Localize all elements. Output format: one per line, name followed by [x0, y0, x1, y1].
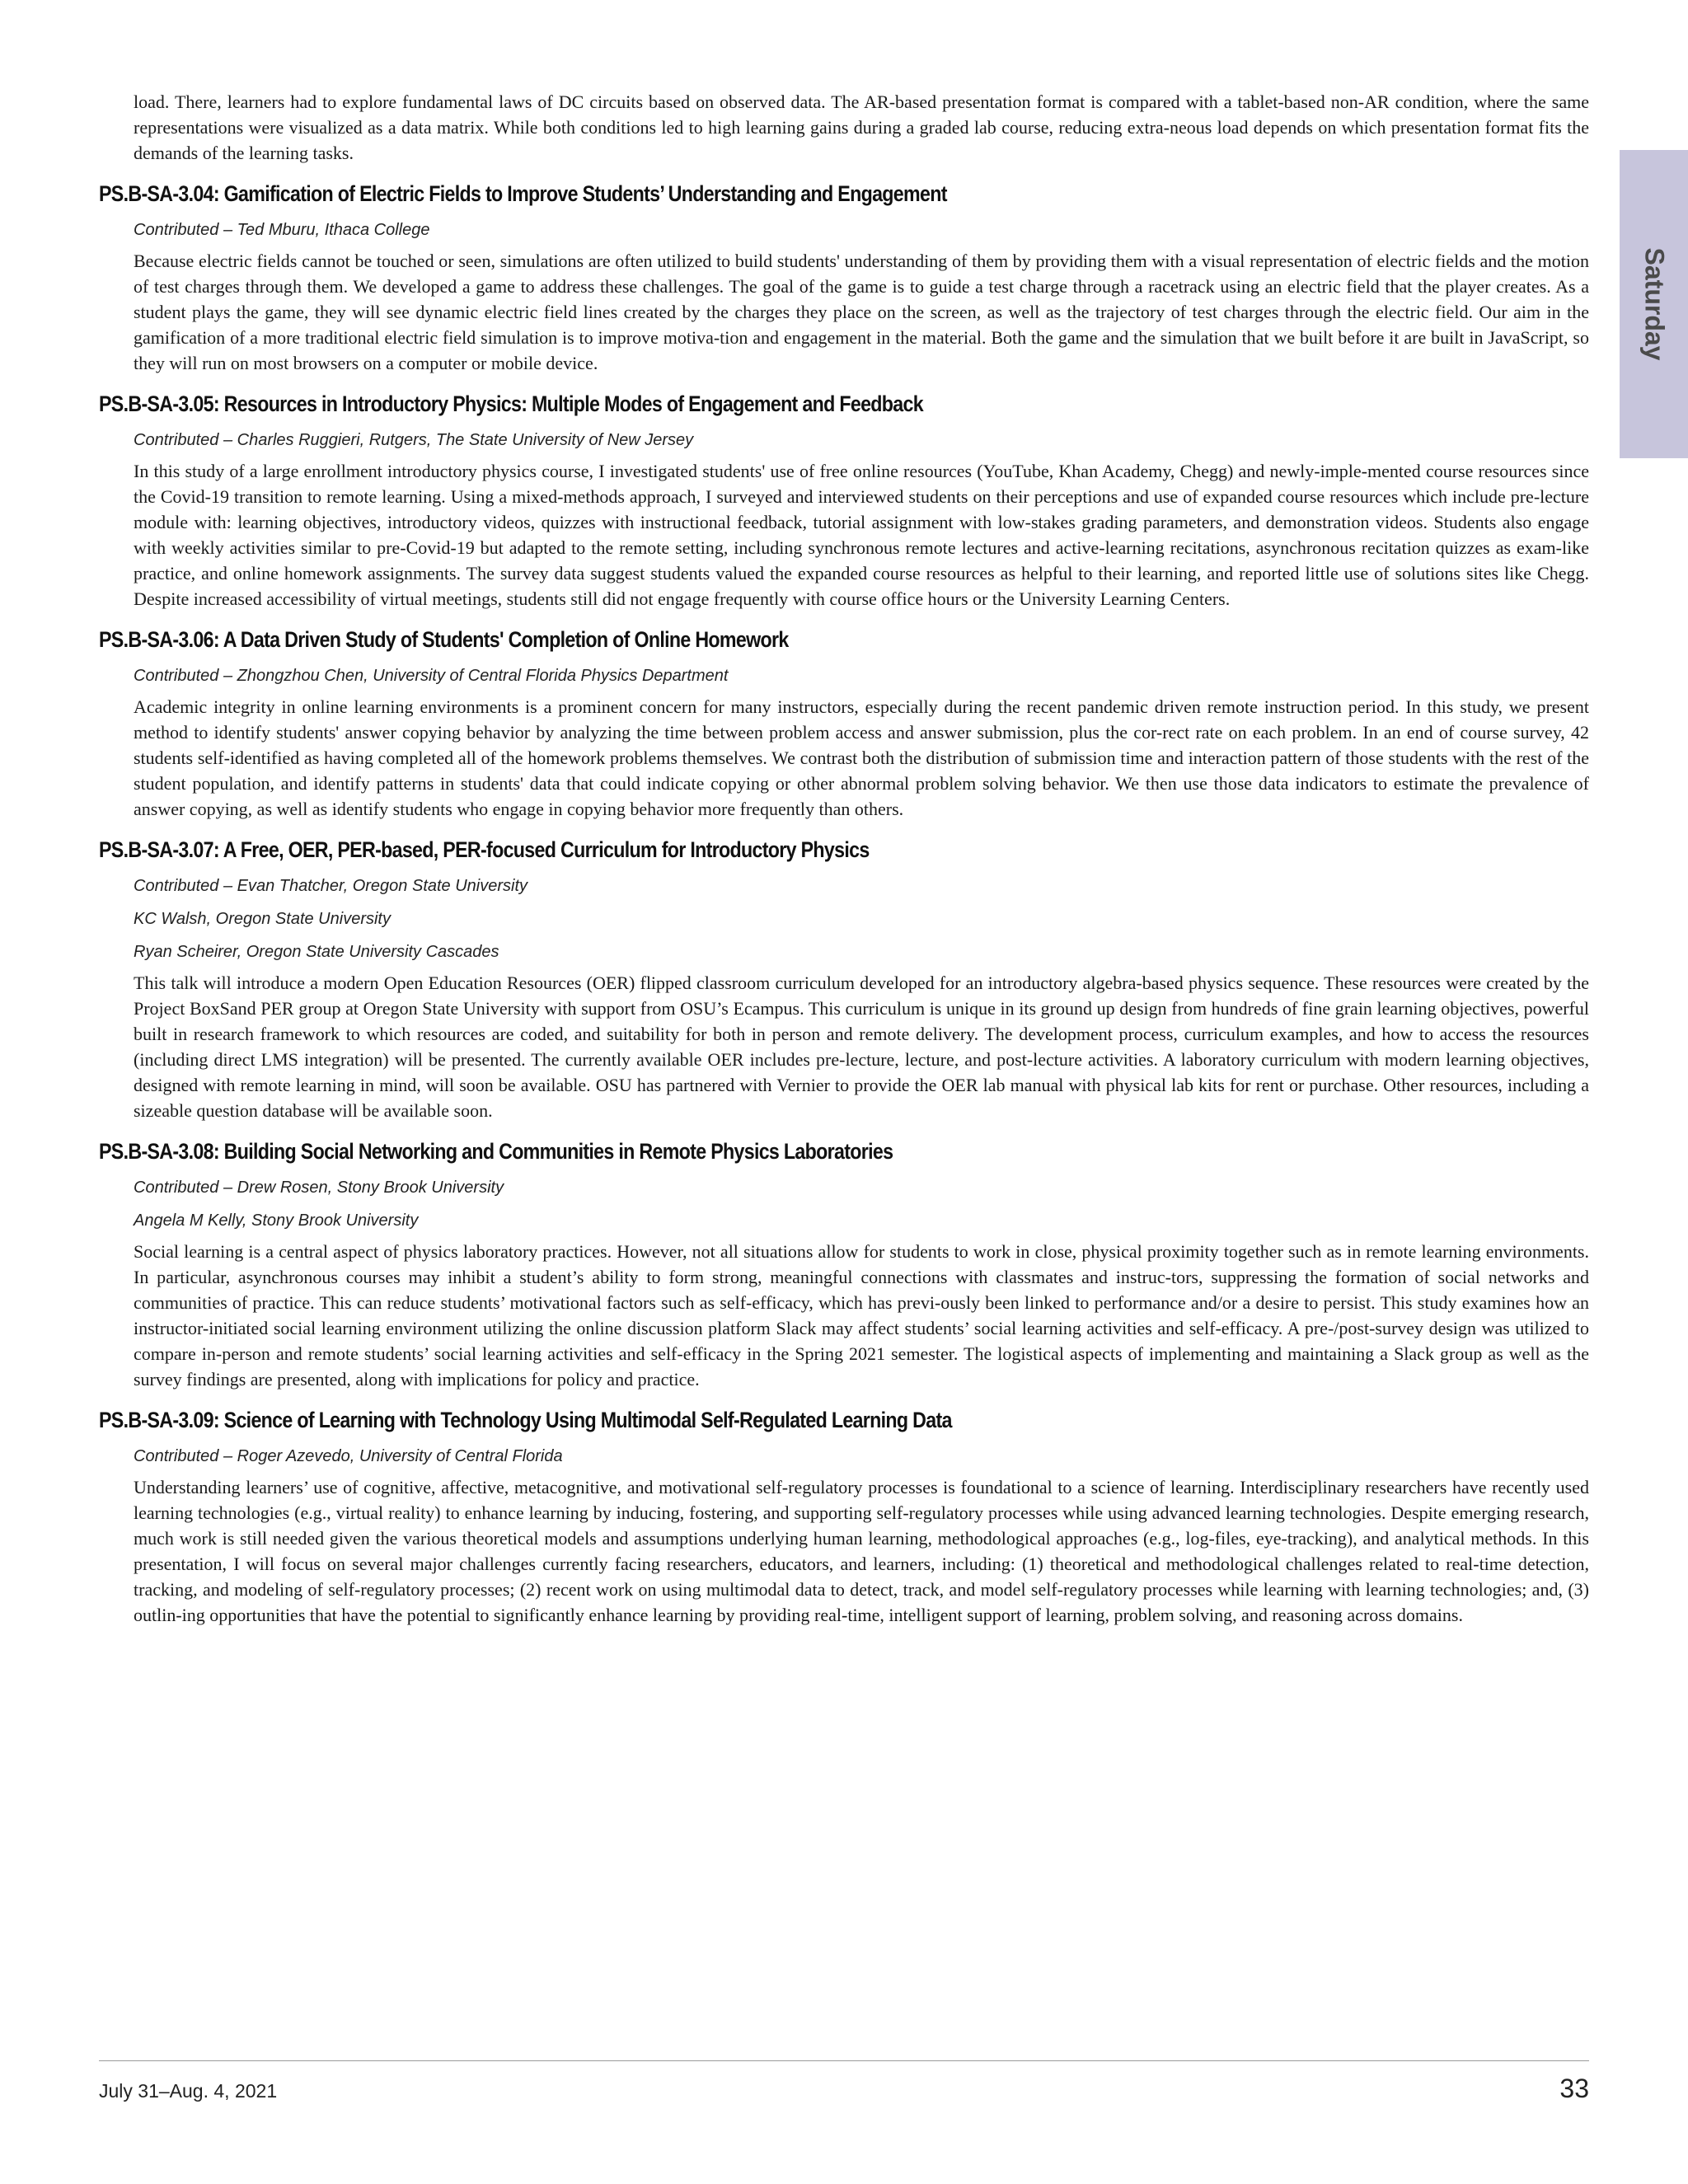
abstract-body: This talk will introduce a modern Open Education Resources (OER) flipped classroom curriculum developed for an introductory algebra-based physics sequence. These resources were created by the Project BoxSand PER group at Oregon State University with support from OSU’s Ecampus. This curriculum is unique in its ground up design from hundreds of fine grain learning objectives, powerful built in research framework to which resources are coded, and suitability for both in person and remote delivery. The development process, curriculum examples, and how to access the resources (including direct LMS integration) will be presented. The currently available OER includes pre-lecture, lecture, and post-lecture activities. A laboratory curriculum with modern learning objectives, designed with remote learning in mind, will soon be available. OSU has partnered with Vernier to provide the OER lab manual with physical lab kits for rent or purchase. Other resources, including a sizeable question database will be available soon. — [134, 972, 1589, 1121]
abstract-authors — [134, 659, 1589, 692]
author-line: Contributed – Drew Rosen, Stony Brook University — [134, 1179, 504, 1197]
author-line: Ryan Scheirer, Oregon State University Cascades — [134, 943, 499, 961]
abstract-3-08 — [99, 1135, 1589, 1392]
abstract-authors — [134, 869, 1589, 968]
day-side-tab-label: Saturday — [1639, 247, 1669, 361]
abstract-body: Academic integrity in online learning environments is a prominent concern for many instructors, especially during the recent pandemic driven remote instruction period. In this study, we present method to identify students' answer copying behavior by analyzing the time between problem access and answer submission, plus the cor-rect rate on each problem. In an end of course survey, 42 students self-identified as having completed all of the homework problems themselves. We contrast both the distribution of submission time and interaction pattern of those students with the rest of the student population, and identify patterns in students' data that could indicate copying or other abnormal problem solving behavior. We then use those data indicators to estimate the prevalence of answer copying, as well as identify students who engage in copying behavior more frequently than others. — [134, 696, 1589, 819]
abstract-authors — [134, 424, 1589, 457]
author-line: Contributed – Ted Mburu, Ithaca College — [134, 221, 430, 239]
abstract-body: Understanding learners’ use of cognitive, affective, metacognitive, and motivational self-regulatory processes is foundational to a science of learning. Interdisciplinary researchers have recently used learning technologies (e.g., virtual reality) to enhance learning by inducing, fostering, and supporting self-regulatory processes while using advanced learning technologies. Despite emerging research, much work is still needed given the various theoretical models and assumptions underlying human learning, methodological approaches (e.g., log-files, eye-tracking), and analytical methods. In this presentation, I will focus on several major challenges currently facing researchers, educators, and learners, including: (1) theoretical and methodological challenges related to real-time detection, tracking, and modeling of self-regulatory processes; (2) recent work on using multimodal data to detect, track, and model self-regulatory processes while learning with learning technologies; and, (3) outlin-ing opportunities that have the potential to significantly enhance learning by providing real-time, intelligent support of learning, problem solving, and reasoning across domains. — [134, 1477, 1589, 1625]
abstract-title: PS.B-SA-3.09: Science of Learning with Technology Using Multimodal Self-Regulated Learning Data — [99, 1408, 952, 1432]
abstract-title: PS.B-SA-3.08: Building Social Networking and Communities in Remote Physics Laboratories — [99, 1139, 893, 1164]
author-line: KC Walsh, Oregon State University — [134, 910, 391, 928]
abstract-title: PS.B-SA-3.07: A Free, OER, PER-based, PER-focused Curriculum for Introductory Physics — [99, 837, 870, 862]
abstract-authors — [134, 1440, 1589, 1473]
author-line: Angela M Kelly, Stony Brook University — [134, 1212, 419, 1230]
abstract-3-09 — [99, 1404, 1589, 1628]
abstract-title: PS.B-SA-3.05: Resources in Introductory Physics: Multiple Modes of Engagement and Feedback — [99, 391, 923, 416]
page-content — [99, 89, 1589, 1628]
abstract-3-05 — [99, 387, 1589, 612]
abstract-body: Because electric fields cannot be touched or seen, simulations are often utilized to build students' understanding of them by providing them with a visual representation of electric fields and the motion of test charges through them. We developed a game to address these challenges. The goal of the game is to guide a test charge through a racetrack using an electric field that the player creates. As a student plays the game, they will see dynamic electric field lines created by the charges they place on the screen, as well as the trajectory of test charges through the electric field. Our aim in the gamification of a more traditional electric field simulation is to improve motiva-tion and engagement in the material. Both the game and the simulation that we built before it are built in JavaScript, so they will run on most browsers on a computer or mobile device. — [134, 251, 1589, 373]
abstract-authors — [134, 213, 1589, 246]
abstract-3-06 — [99, 623, 1589, 822]
abstract-3-04 — [99, 177, 1589, 376]
abstract-authors — [134, 1171, 1589, 1237]
abstract-body: In this study of a large enrollment introductory physics course, I investigated students' use of free online resources (YouTube, Khan Academy, Chegg) and newly-imple-mented course resources since the Covid-19 transition to remote learning. Using a mixed-methods approach, I surveyed and interviewed students on their perceptions and use of expanded course resources which include pre-lecture module with: learning objectives, introductory videos, quizzes with instructional feedback, tutorial assignment with low-stakes grading parameters, and demonstration videos. Students also engage with weekly activities similar to pre-Covid-19 but adapted to the remote setting, including synchronous remote lectures and active-learning recitations, asynchronous recitation quizzes as exam-like practice, and online homework assignments. The survey data suggest students valued the expanded course resources as helpful to their learning, and reported little use of solutions sites like Chegg. Despite increased accessibility of virtual meetings, students still did not engage frequently with course office hours or the University Learning Centers. — [134, 461, 1589, 609]
abstract-body: Social learning is a central aspect of physics laboratory practices. However, not all situations allow for students to work in close, physical proximity together such as in remote learning environments. In particular, asynchronous courses may inhibit a student’s ability to form strong, meaningful connections with classmates and instruc-tors, suppressing the formation of social networks and communities of practice. This can reduce students’ motivational factors such as self-efficacy, which has previ-ously been linked to performance and/or a desire to persist. This study examines how an instructor-initiated social learning environment utilizing the online discussion platform Slack may affect students’ social learning activities and self-efficacy. A pre-/post-survey design was utilized to compare in-person and remote students’ social learning activities and self-efficacy in the Spring 2021 semester. The logistical aspects of implementing and maintaining a Slack group as well as the survey findings are presented, along with implications for policy and practice. — [134, 1241, 1589, 1390]
footer-divider — [99, 2060, 1589, 2061]
page-number: 33 — [1559, 2074, 1589, 2103]
author-line: Contributed – Zhongzhou Chen, University of Central Florida Physics Department — [134, 667, 729, 685]
footer-date: July 31–Aug. 4, 2021 — [99, 2080, 278, 2102]
abstract-title: PS.B-SA-3.04: Gamification of Electric Fields to Improve Students’ Understanding and Engagement — [99, 181, 947, 206]
author-line: Contributed – Evan Thatcher, Oregon State University — [134, 877, 528, 895]
abstract-title: PS.B-SA-3.06: A Data Driven Study of Students' Completion of Online Homework — [99, 627, 789, 652]
author-line: Contributed – Charles Ruggieri, Rutgers, The State University of New Jersey — [134, 431, 694, 449]
intro-paragraph: load. There, learners had to explore fundamental laws of DC circuits based on observed data. The AR-based presentation format is compared with a tablet-based non-AR condition, where the same representations were visualized as a data matrix. While both conditions led to high learning gains during a graded lab course, reducing extra-neous load depends on which presentation format fits the demands of the learning tasks. — [134, 91, 1589, 163]
author-line: Contributed – Roger Azevedo, University of Central Florida — [134, 1447, 563, 1465]
abstract-3-07 — [99, 833, 1589, 1123]
day-side-tab — [1620, 150, 1688, 458]
